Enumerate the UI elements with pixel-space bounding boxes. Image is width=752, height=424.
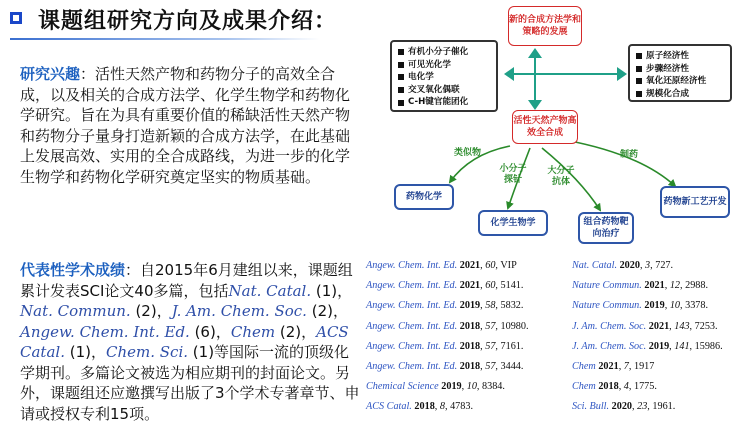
reference-year: 2019 — [644, 300, 665, 312]
list-item-label: 氧化还原经济性 — [646, 76, 707, 87]
bullet-square-icon — [398, 87, 404, 93]
journal-count: (1) — [188, 343, 215, 361]
arrow-left-icon — [504, 67, 514, 81]
reference-journal: Angew. Chem. Int. Ed. — [366, 320, 458, 332]
reference-journal: Angew. Chem. Int. Ed. — [366, 300, 458, 312]
reference-volume: 141 — [674, 340, 690, 352]
reference-year: 2019 — [459, 300, 481, 312]
reference-journal: Angew. Chem. Int. Ed. — [366, 260, 458, 271]
reference-journal: Angew. Chem. Int. Ed. — [366, 280, 458, 292]
reference-volume: 4 — [623, 381, 629, 393]
list-item-label: 电化学 — [408, 72, 434, 83]
list-item — [398, 96, 490, 109]
journal-count: (1)， — [311, 281, 353, 300]
edge-label-probe: 小分子探针 — [499, 164, 527, 185]
reference-volume: 7 — [623, 361, 629, 372]
reference-volume: 60 — [485, 260, 496, 271]
reference-pages: 8384. — [482, 381, 505, 393]
title-bullet-icon — [10, 12, 22, 24]
reference-volume: 12 — [669, 280, 681, 292]
reference-volume: 10 — [669, 300, 681, 312]
total-synthesis-box: 活性天然产物高效全合成 — [512, 110, 578, 144]
bullet-square-icon — [398, 62, 404, 68]
list-item — [636, 50, 724, 63]
list-item — [636, 63, 724, 76]
reference-pages: 727. — [655, 260, 674, 271]
research-interest-body: ：活性天然产物和药物分子的高效全合成，以及相关的合成方法学、化学生物学和药物化学研究。旨在为具有重要价值的稀缺活性天然产物和药物分子量身打造新颖的合成方法学，在此基础上发展高效、实用的全合成路线，为进一步的化学生物学和药物化学研究奠定坚实的物质基础。 — [20, 65, 351, 186]
reference-year: 2021 — [459, 280, 481, 292]
edge-label-antibody: 大分子抗体 — [547, 166, 575, 187]
research-interest-heading: 研究兴趣 — [20, 65, 81, 83]
list-item-label: C-H键官能团化 — [408, 97, 469, 108]
reference-pages: 1917 — [633, 361, 655, 372]
new-methodology-box: 新的合成方法学和策略的发展 — [508, 6, 582, 46]
title-underline — [10, 38, 320, 40]
reference-item: Chem 2018, 4, 1775. — [572, 381, 657, 393]
reference-pages: 3378. — [685, 300, 709, 312]
reference-item: Angew. Chem. Int. Ed. 2019, 58, 5832. — [366, 300, 524, 312]
reference-item: Chemical Science 2019, 10, 8384. — [366, 381, 505, 393]
bullet-square-icon — [636, 66, 642, 72]
reference-pages: 4783. — [450, 401, 473, 413]
reference-year: 2020 — [611, 401, 632, 413]
bullet-square-icon — [636, 53, 642, 59]
list-item — [636, 88, 724, 101]
reference-volume: 23 — [637, 401, 648, 413]
journal-name: Chem. Sci. — [106, 343, 189, 361]
reference-year: 2019 — [441, 381, 462, 393]
journal-count: (2)， — [130, 302, 172, 320]
reference-journal: Angew. Chem. Int. Ed. — [366, 340, 458, 352]
arrow-to-new-process — [565, 140, 675, 186]
reference-item: J. Am. Chem. Soc. 2019, 141, 15986. — [572, 340, 723, 352]
achievements-intro: ：自2015年6月建组以来，课题组累计发表SCI论文40多篇，包括 — [20, 261, 353, 300]
bullet-square-icon — [398, 49, 404, 55]
methodology-list — [390, 40, 498, 112]
list-item — [398, 71, 490, 84]
arrow-down-icon — [528, 100, 542, 110]
reference-item: Angew. Chem. Int. Ed. 2018, 57, 3444. — [366, 361, 524, 372]
reference-pages: 2988. — [685, 280, 709, 292]
bullet-square-icon — [398, 100, 404, 106]
reference-year: 2019 — [648, 340, 670, 352]
reference-year: 2018 — [414, 401, 435, 413]
journal-name: ACS Catal. — [20, 322, 349, 361]
reference-item: J. Am. Chem. Soc. 2021, 143, 7253. — [572, 320, 718, 332]
reference-year: 2018 — [598, 381, 619, 393]
edge-label-analog: 类似物 — [454, 148, 482, 158]
reference-item: Angew. Chem. Int. Ed. 2018, 57, 7161. — [366, 340, 524, 352]
reference-volume: 8 — [439, 401, 445, 413]
reference-item: Chem 2021, 7, 1917 — [572, 361, 655, 372]
page-title: 课题组研究方向及成果介绍： — [38, 9, 338, 34]
reference-journal: Nature Commun. — [572, 300, 642, 312]
reference-volume: 3 — [645, 260, 651, 271]
reference-year: 2018 — [459, 320, 481, 332]
achievements-paragraph — [20, 260, 360, 424]
bullet-square-icon — [636, 91, 642, 97]
reference-item: Angew. Chem. Int. Ed. 2021, 60, VIP — [366, 260, 517, 271]
reference-volume: 60 — [485, 280, 496, 292]
journal-count: (2)， — [306, 302, 348, 320]
reference-year: 2020 — [619, 260, 640, 271]
reference-pages: 5141. — [500, 280, 524, 292]
achievements-outro: 等国际一流的顶级化学期刊。多篇论文被选为相应期刊的封面论文。另外，课题组还应邀撰写出版了3个学术专著章节、申请或授权专利15项。 — [20, 343, 360, 423]
reference-year: 2018 — [459, 361, 481, 372]
reference-pages: 1961. — [652, 401, 676, 413]
reference-item: Sci. Bull. 2020, 23, 1961. — [572, 401, 676, 413]
reference-journal: Nature Commun. — [572, 280, 642, 292]
reference-volume: 57 — [485, 340, 496, 352]
reference-volume: 58 — [485, 300, 496, 312]
reference-journal: Sci. Bull. — [572, 401, 610, 413]
reference-journal: J. Am. Chem. Soc. — [572, 320, 647, 332]
reference-pages: 5832. — [500, 300, 524, 312]
journal-name: Nat. Catal. — [228, 281, 312, 300]
journal-count: (6)， — [189, 322, 231, 341]
journal-name: Chem — [230, 322, 276, 341]
new-process-box: 药物新工艺开发 — [660, 186, 730, 218]
reference-journal: Angew. Chem. Int. Ed. — [366, 361, 458, 372]
reference-year: 2021 — [459, 260, 481, 271]
economy-list — [628, 44, 732, 102]
reference-year: 2021 — [598, 361, 619, 372]
reference-volume: 143 — [674, 320, 690, 332]
reference-pages: 10980. — [500, 320, 529, 332]
list-item — [398, 46, 490, 59]
reference-item: Nature Commun. 2019, 10, 3378. — [572, 300, 709, 312]
reference-year: 2021 — [648, 320, 670, 332]
journal-count: (2)， — [275, 322, 317, 341]
reference-pages: 3444. — [500, 361, 524, 372]
list-item — [636, 75, 724, 88]
reference-item: Angew. Chem. Int. Ed. 2021, 60, 5141. — [366, 280, 524, 292]
journal-count: (1)， — [64, 343, 106, 361]
list-item-label: 可见光化学 — [408, 59, 451, 70]
research-interest-paragraph — [20, 64, 358, 187]
reference-journal: J. Am. Chem. Soc. — [572, 340, 647, 352]
reference-pages: 15986. — [694, 340, 723, 352]
reference-pages: VIP — [500, 260, 517, 271]
reference-item: ACS Catal. 2018, 8, 4783. — [366, 401, 473, 413]
chem-bio-box: 化学生物学 — [478, 210, 548, 236]
reference-journal: Chem — [572, 361, 596, 372]
reference-volume: 57 — [485, 361, 496, 372]
reference-year: 2018 — [459, 340, 481, 352]
reference-pages: 7253. — [694, 320, 718, 332]
arrow-up-icon — [528, 48, 542, 58]
reference-pages: 1775. — [633, 381, 657, 393]
reference-journal: Chemical Science — [366, 381, 439, 393]
journal-name: J. Am. Chem. Soc. — [171, 302, 307, 320]
edge-label-formulation: 制药 — [620, 150, 639, 160]
bullet-square-icon — [636, 78, 642, 84]
list-item-label: 有机小分子催化 — [408, 47, 469, 57]
list-item-label: 原子经济性 — [646, 51, 689, 61]
list-item-label: 交叉氧化偶联 — [408, 84, 460, 95]
reference-volume: 57 — [485, 320, 496, 332]
list-item-label: 步骤经济性 — [646, 63, 689, 74]
achievements-heading: 代表性学术成绩 — [20, 261, 126, 279]
reference-journal: Nat. Catal. — [572, 260, 618, 271]
journal-name: Nat. Commun. — [20, 302, 131, 320]
list-item — [398, 84, 490, 97]
med-chem-box: 药物化学 — [394, 184, 454, 210]
bullet-square-icon — [398, 74, 404, 80]
reference-journal: Chem — [572, 381, 596, 393]
reference-volume: 10 — [466, 381, 477, 393]
list-item — [398, 59, 490, 72]
reference-year: 2021 — [644, 280, 665, 292]
list-item-label: 规模化合成 — [646, 88, 689, 99]
combo-drug-box: 组合药物靶向治疗 — [578, 212, 634, 244]
reference-journal: ACS Catal. — [366, 401, 412, 413]
journal-name: Angew. Chem. Int. Ed. — [20, 322, 190, 341]
reference-item: Nat. Catal. 2020, 3, 727. — [572, 260, 674, 271]
reference-item: Nature Commun. 2021, 12, 2988. — [572, 280, 709, 292]
reference-item: Angew. Chem. Int. Ed. 2018, 57, 10980. — [366, 320, 529, 332]
reference-pages: 7161. — [500, 340, 524, 352]
arrow-right-icon — [617, 67, 627, 81]
